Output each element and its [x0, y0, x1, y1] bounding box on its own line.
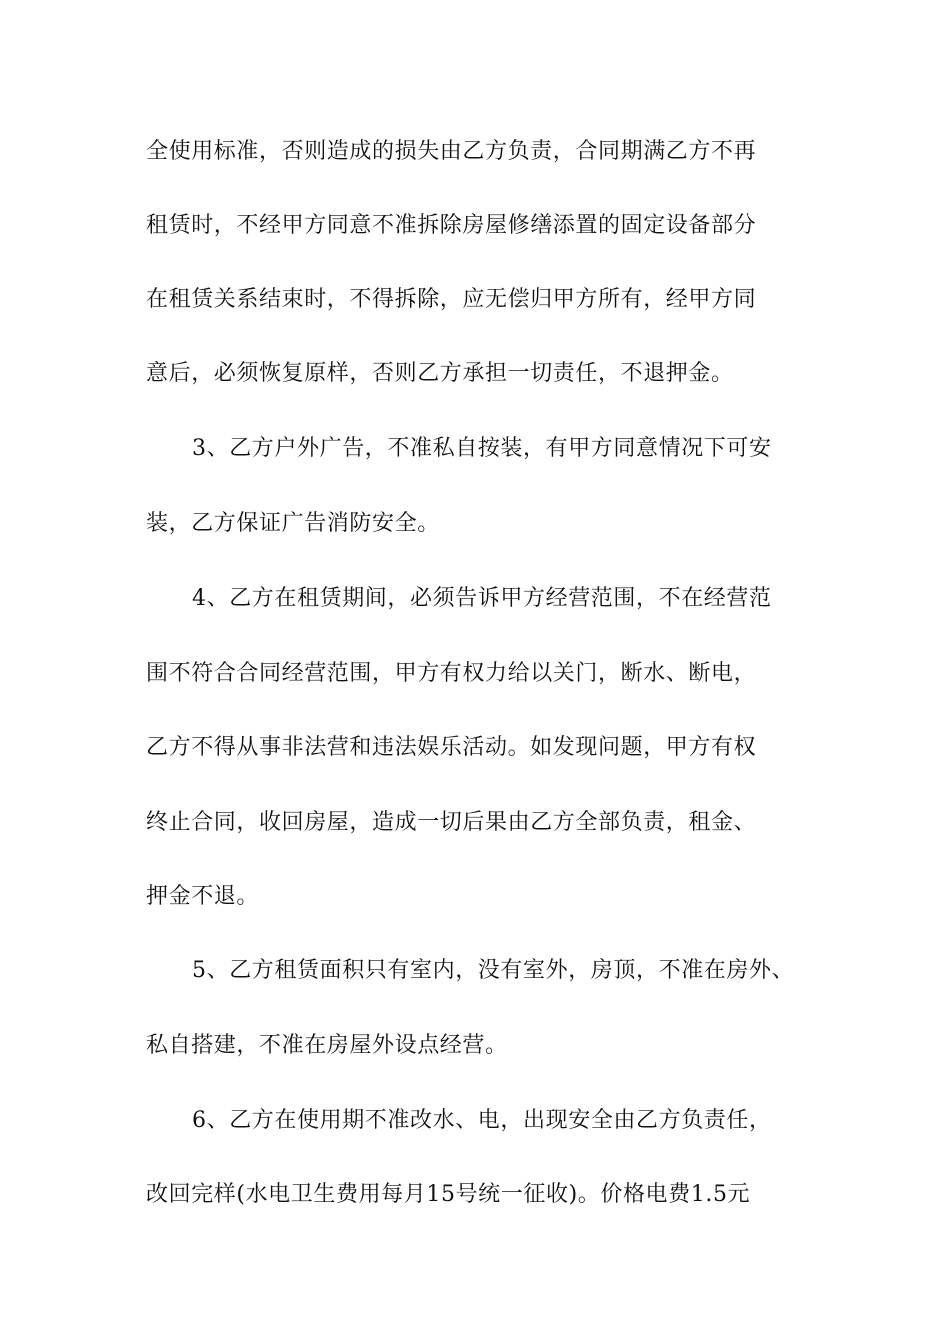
paragraph-4-line: 4、乙方在租赁期间，必须告诉甲方经营范围，不在经营范 — [192, 586, 772, 611]
paragraph-3-line: 3、乙方户外广告，不准私自按装，有甲方同意情况下可安 — [192, 436, 772, 461]
paragraph-5-line: 5、乙方租赁面积只有室内，没有室外，房顶，不准在房外、 — [192, 958, 795, 983]
text-line: 改回完样(水电卫生费用每月15号统一征收)。价格电费1.5元 — [146, 1182, 751, 1207]
text-line: 租赁时，不经甲方同意不准拆除房屋修缮添置的固定设备部分 — [146, 213, 757, 238]
text-line: 私自搭建，不准在房屋外设点经营。 — [146, 1033, 508, 1058]
paragraph-6-line: 6、乙方在使用期不准改水、电，出现安全由乙方负责任， — [192, 1108, 772, 1133]
text-line: 终止合同，收回房屋，造成一切后果由乙方全部负责，租金、 — [146, 810, 757, 835]
text-line: 装，乙方保证广告消防安全。 — [146, 511, 440, 536]
text-line: 意后，必须恢复原样，否则乙方承担一切责任，不退押金。 — [146, 361, 734, 386]
text-line: 押金不退。 — [146, 884, 260, 909]
text-line: 在租赁关系结束时，不得拆除，应无偿归甲方所有，经甲方同 — [146, 287, 757, 312]
text-line: 乙方不得从事非法营和违法娱乐活动。如发现问题，甲方有权 — [146, 735, 757, 760]
text-line: 围不符合合同经营范围，甲方有权力给以关门，断水、断电， — [146, 661, 757, 686]
text-line: 全使用标准，否则造成的损失由乙方负责，合同期满乙方不再 — [146, 139, 757, 164]
